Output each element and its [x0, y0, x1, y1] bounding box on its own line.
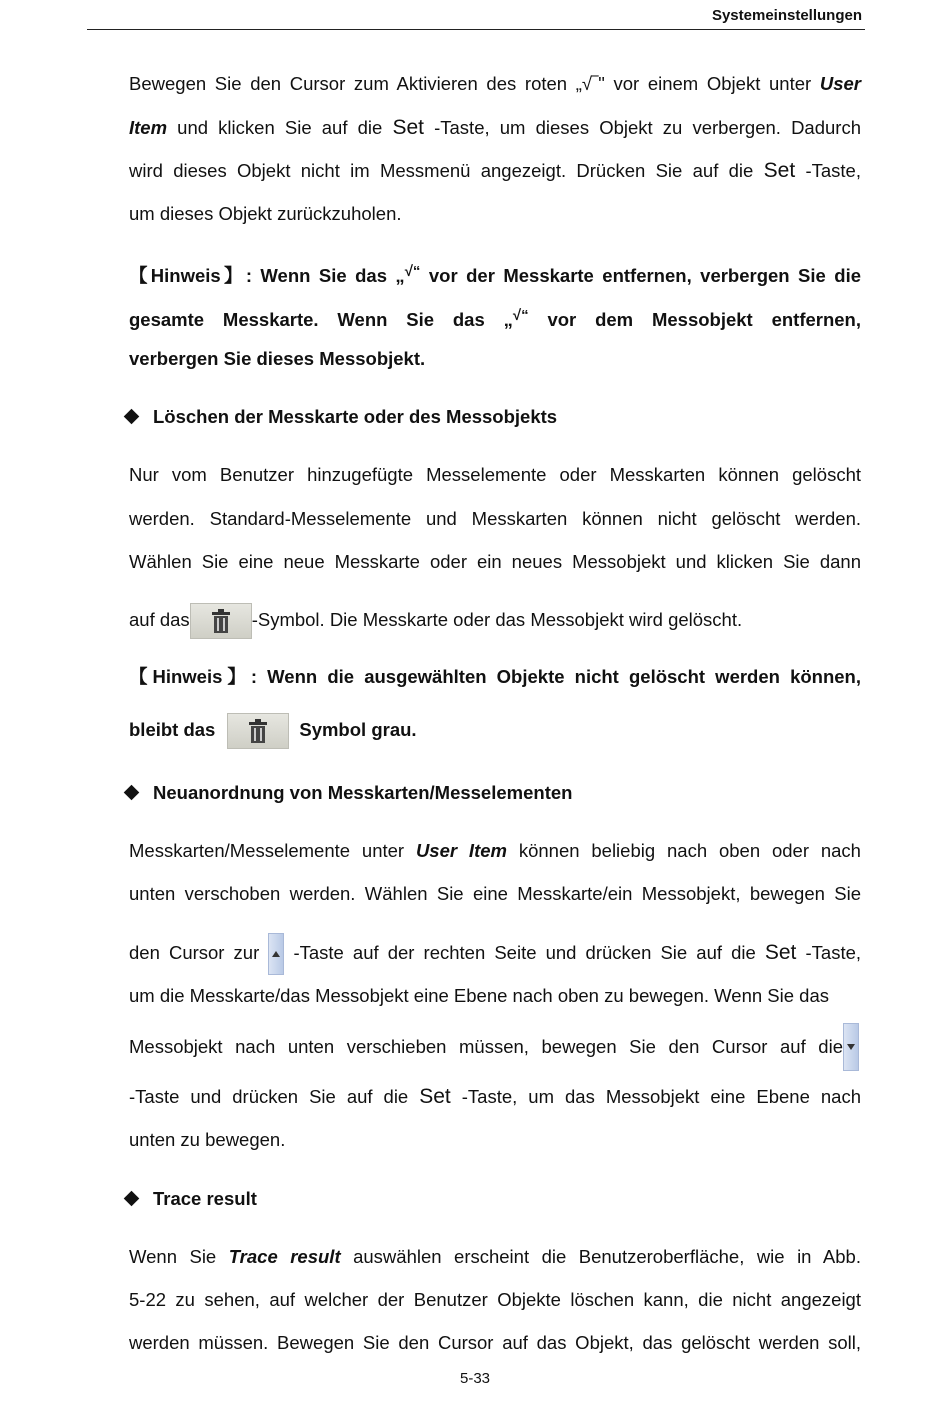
user-item-term: User Item: [415, 840, 507, 861]
item-term: Item: [129, 117, 168, 138]
up-arrow-icon: [268, 933, 284, 975]
text: -Taste und drücken Sie auf die: [129, 1086, 420, 1107]
section-heading-trace: [126, 1187, 257, 1211]
p2-line-1: Nur vom Benutzer hinzugefügte Messelemente oder Messkarten können gelöscht: [129, 464, 861, 485]
text: wird dieses Objekt nicht im Messmenü angezeigt. Drücken Sie auf die: [129, 160, 764, 181]
p4-line-2: 5-22 zu sehen, auf welcher der Benutzer Objekte löschen kann, die nicht angezeigt: [129, 1289, 861, 1310]
p3-line-3: [129, 932, 861, 975]
text: den Cursor zur: [129, 942, 260, 963]
p3-line-1: [129, 839, 861, 863]
text: -Taste,: [795, 160, 861, 181]
note1-line-3: verbergen Sie dieses Messobjekt.: [129, 348, 426, 369]
p2-line-3: Wählen Sie eine neue Messkarte oder ein neues Messobjekt und klicken Sie dann: [129, 551, 861, 572]
heading-text: Löschen der Messkarte oder des Messobjekts: [153, 406, 558, 427]
diamond-bullet-icon: [124, 409, 140, 425]
page-header: [87, 0, 865, 30]
check-mark-symbol: √“: [512, 307, 529, 324]
set-key-label: Set: [764, 941, 797, 964]
note2-line-1: 【Hinweis】: Wenn die ausgewählten Objekte nicht gelöscht werden können,: [129, 666, 861, 687]
text: Bewegen Sie den Cursor zum Aktivieren des roten „√‾" vor einem Objekt unter: [129, 73, 820, 94]
note2-line-2: [129, 711, 861, 749]
section-heading-delete: [126, 405, 557, 429]
trash-icon: [190, 603, 252, 639]
p3-line-2: unten verschoben werden. Wählen Sie eine Messkarte/ein Messobjekt, bewegen Sie: [129, 883, 861, 904]
heading-text: Neuanordnung von Messkarten/Messelementen: [153, 782, 573, 803]
text: gesamte Messkarte. Wenn Sie das „: [129, 309, 513, 330]
section-heading-reorder: [126, 781, 572, 805]
text: und klicken Sie auf die: [167, 117, 393, 138]
p1-line-1: [129, 72, 861, 96]
p1-line-4: um dieses Objekt zurückzuholen.: [129, 203, 402, 224]
text: -Taste, um dieses Objekt zu verbergen. Dadurch: [423, 117, 861, 138]
text: -Taste auf der rechten Seite und drücken Sie auf die: [293, 942, 765, 963]
note1-line-2: [129, 304, 861, 332]
note1-line-1: [129, 260, 861, 288]
trash-icon-grey: [227, 713, 289, 749]
heading-text: Trace result: [153, 1188, 257, 1209]
diamond-bullet-icon: [124, 1191, 140, 1207]
text: Messobjekt nach unten verschieben müssen, bewegen Sie den Cursor auf die: [129, 1036, 843, 1057]
set-key-label: Set: [763, 159, 796, 182]
text: vor der Messkarte entfernen, verbergen Sie die: [420, 265, 861, 286]
p3-line-7: unten zu bewegen.: [129, 1129, 286, 1150]
trace-result-term: Trace result: [228, 1246, 341, 1267]
text: bleibt das: [129, 719, 216, 740]
text: Wenn Sie: [129, 1246, 229, 1267]
p1-line-3: [129, 159, 861, 183]
diamond-bullet-icon: [124, 785, 140, 801]
text: Messkarten/Messelemente unter: [129, 840, 416, 861]
page-number: 5-33: [459, 1370, 491, 1387]
user-item-term: User: [819, 73, 861, 94]
set-key-label: Set: [419, 1085, 451, 1108]
p3-line-6: [129, 1085, 861, 1109]
p3-line-4: um die Messkarte/das Messobjekt eine Ebene nach oben zu bewegen. Wenn Sie das: [129, 985, 830, 1006]
text: auf das: [129, 609, 190, 630]
set-key-label: Set: [392, 116, 424, 139]
p4-line-3: werden müssen. Bewegen Sie den Cursor auf das Objekt, das gelöscht werden soll,: [129, 1332, 861, 1353]
text: auswählen erscheint die Benutzeroberfläche, wie in Abb.: [340, 1246, 861, 1267]
p1-line-2: [129, 116, 861, 140]
check-mark-symbol: √“: [404, 263, 421, 280]
text: 【Hinweis】: Wenn Sie das „: [129, 265, 405, 286]
text: können beliebig nach oben oder nach: [506, 840, 861, 861]
down-arrow-icon: [843, 1023, 859, 1071]
text: vor dem Messobjekt entfernen,: [528, 309, 861, 330]
p3-line-5: [129, 1023, 861, 1071]
p2-line-4: [129, 601, 861, 639]
p2-line-2: werden. Standard-Messelemente und Messkarten können nicht gelöscht werden.: [129, 508, 861, 529]
text: -Symbol. Die Messkarte oder das Messobjekt wird gelöscht.: [251, 609, 743, 630]
p4-line-1: [129, 1245, 861, 1269]
text: Symbol grau.: [299, 719, 417, 740]
header-title: Systemeinstellungen: [711, 7, 862, 24]
text: -Taste,: [796, 942, 862, 963]
text: -Taste, um das Messobjekt eine Ebene nach: [450, 1086, 861, 1107]
